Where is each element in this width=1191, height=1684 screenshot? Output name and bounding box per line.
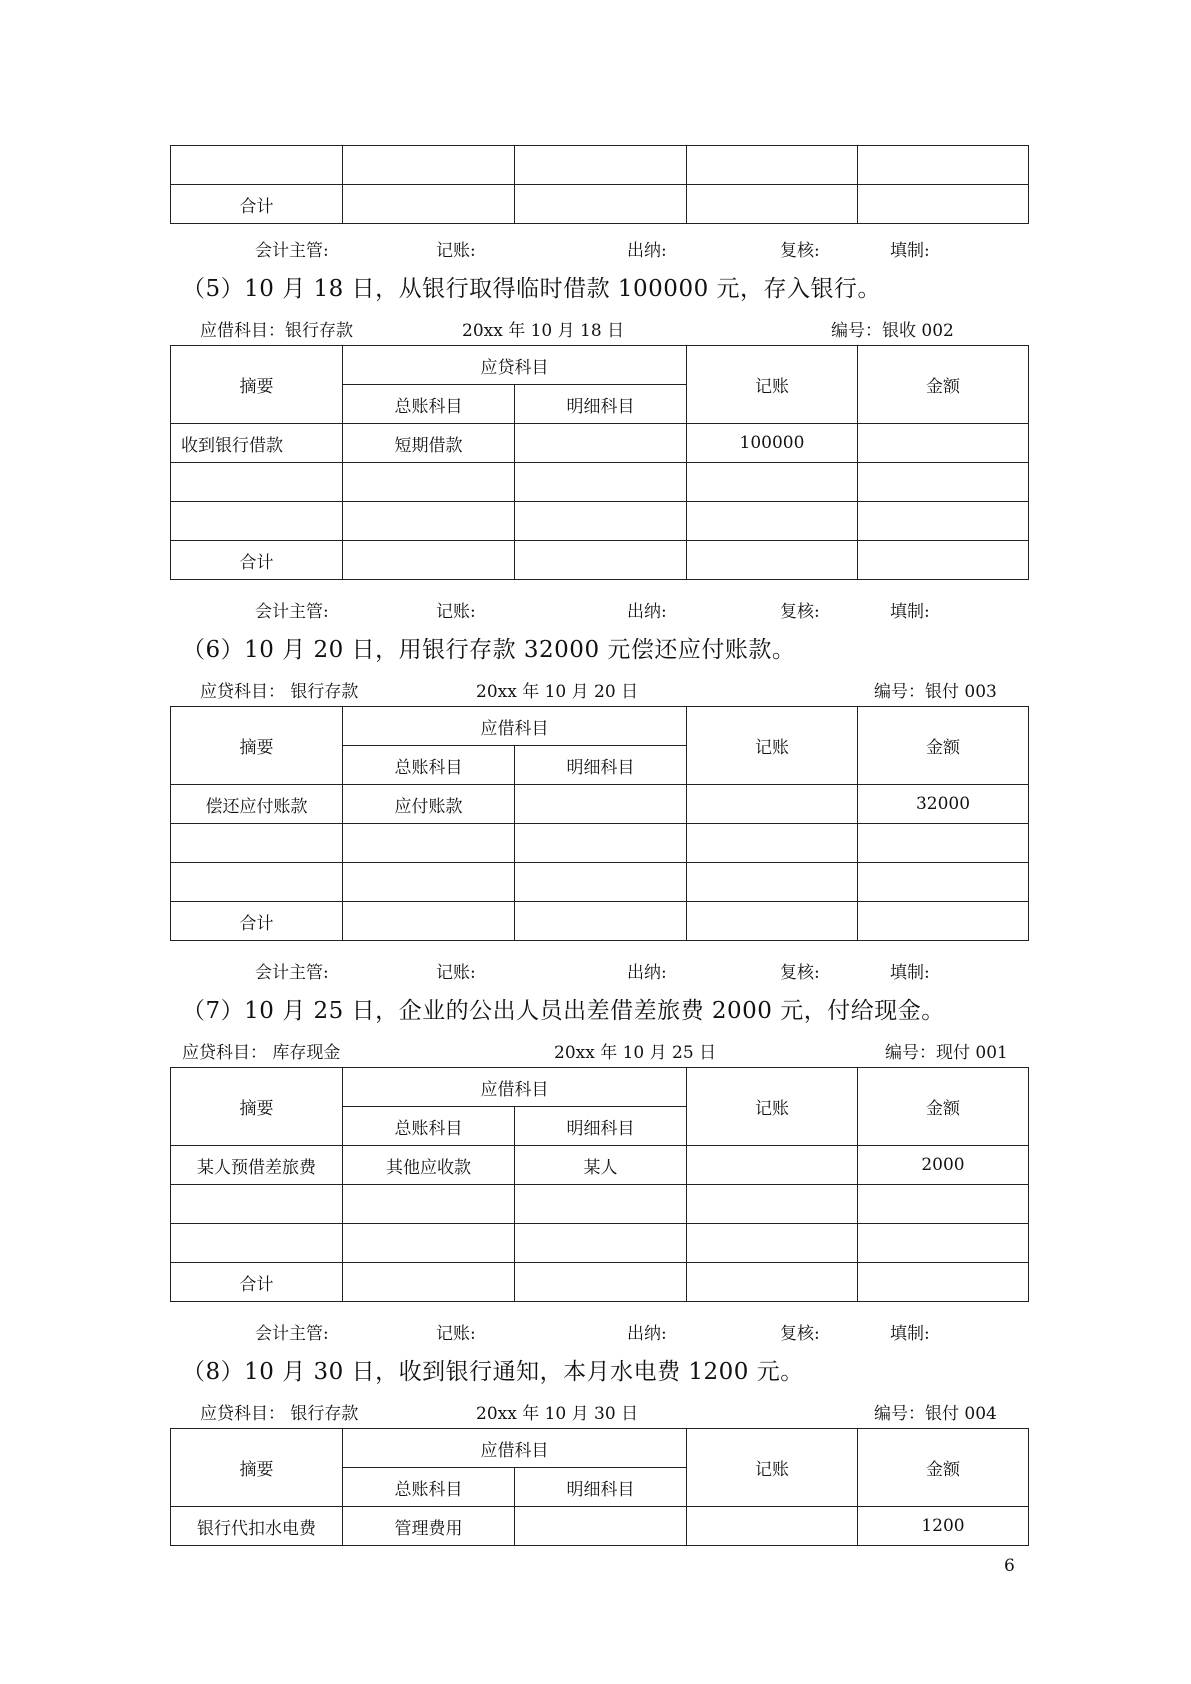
voucher-date: 20xx 年 10 月 20 日 — [476, 682, 639, 702]
entry-description: （8）10 月 30 日，收到银行通知，本月水电费 1200 元。 — [182, 1359, 804, 1385]
account-label: 应贷科目： 银行存款 — [200, 1404, 359, 1424]
voucher-number: 编号：银付 004 — [874, 1404, 997, 1424]
table-total-row: 合计 — [171, 1263, 1029, 1302]
table-row — [171, 502, 1029, 541]
entry-description: （5）10 月 18 日，从银行取得临时借款 100000 元，存入银行。 — [182, 276, 882, 302]
voucher-header — [170, 677, 1028, 701]
entry-description: （7）10 月 25 日，企业的公出人员出差借差旅费 2000 元，付给现金。 — [182, 998, 945, 1024]
signature-line: 会计主管: 记账: 出纳: 复核: 填制: — [255, 1324, 930, 1344]
table-total-row — [171, 541, 1029, 580]
total-label: 合计 — [171, 185, 343, 224]
voucher-header — [170, 1399, 1028, 1423]
voucher-number: 编号：现付 001 — [885, 1043, 1008, 1063]
col-group: 应贷科目 — [343, 346, 687, 385]
voucher-date: 20xx 年 10 月 18 日 — [462, 321, 625, 341]
table-row — [171, 1224, 1029, 1263]
col-posting: 记账 — [687, 346, 858, 424]
signature-line: 会计主管: 记账: 出纳: 复核: 填制: — [255, 963, 930, 983]
col-amount: 金额 — [858, 346, 1029, 424]
page-number: 6 — [1004, 1556, 1015, 1576]
voucher-header — [170, 316, 1028, 340]
col-summary: 摘要 — [171, 346, 343, 424]
account-label: 应贷科目： 银行存款 — [200, 682, 359, 702]
col-general: 总账科目 — [343, 385, 515, 424]
table-total-row: 合计 — [171, 902, 1029, 941]
sig-reviewer: 复核: — [780, 241, 820, 261]
signature-line — [170, 236, 1028, 260]
entry-description: （6）10 月 20 日，用银行存款 32000 元偿还应付账款。 — [182, 637, 796, 663]
total-label: 合计 — [171, 541, 343, 580]
sig-preparer: 填制: — [890, 241, 930, 261]
voucher-table — [170, 345, 1029, 580]
voucher-header — [170, 1038, 1028, 1062]
sig-supervisor: 会计主管: — [255, 241, 329, 261]
table-row: 银行代扣水电费 管理费用 1200 — [171, 1507, 1029, 1546]
table-row — [171, 146, 1029, 185]
table-row: 偿还应付账款 应付账款 32000 — [171, 785, 1029, 824]
table-row — [171, 863, 1029, 902]
signature-line: 会计主管: 记账: 出纳: 复核: 填制: — [255, 602, 930, 622]
voucher-table: 摘要 应借科目 记账 金额 总账科目 明细科目 银行代扣水电费 管理费用 1200 — [170, 1428, 1029, 1546]
table-row: 收到银行借款 短期借款 100000 — [171, 424, 1029, 463]
voucher-table: 摘要 应借科目 记账 金额 总账科目 明细科目 偿还应付账款 应付账款 32000 合计 — [170, 706, 1029, 941]
table-row — [171, 463, 1029, 502]
voucher-date: 20xx 年 10 月 30 日 — [476, 1404, 639, 1424]
account-label: 应借科目：银行存款 — [200, 321, 353, 341]
col-detail: 明细科目 — [515, 385, 687, 424]
table-row — [171, 1185, 1029, 1224]
table-row: 某人预借差旅费 其他应收款 某人 2000 — [171, 1146, 1029, 1185]
voucher-number: 编号：银付 003 — [874, 682, 997, 702]
account-label: 应贷科目： 库存现金 — [182, 1043, 341, 1063]
sig-bookkeeper: 记账: — [436, 241, 476, 261]
table-total-row — [171, 185, 1029, 224]
voucher-date: 20xx 年 10 月 25 日 — [554, 1043, 717, 1063]
voucher-table: 摘要 应借科目 记账 金额 总账科目 明细科目 某人预借差旅费 其他应收款 某人 2000 合计 — [170, 1067, 1029, 1302]
sig-cashier: 出纳: — [627, 241, 667, 261]
voucher-table-continued — [170, 145, 1029, 224]
voucher-number: 编号：银收 002 — [831, 321, 954, 341]
table-row — [171, 824, 1029, 863]
